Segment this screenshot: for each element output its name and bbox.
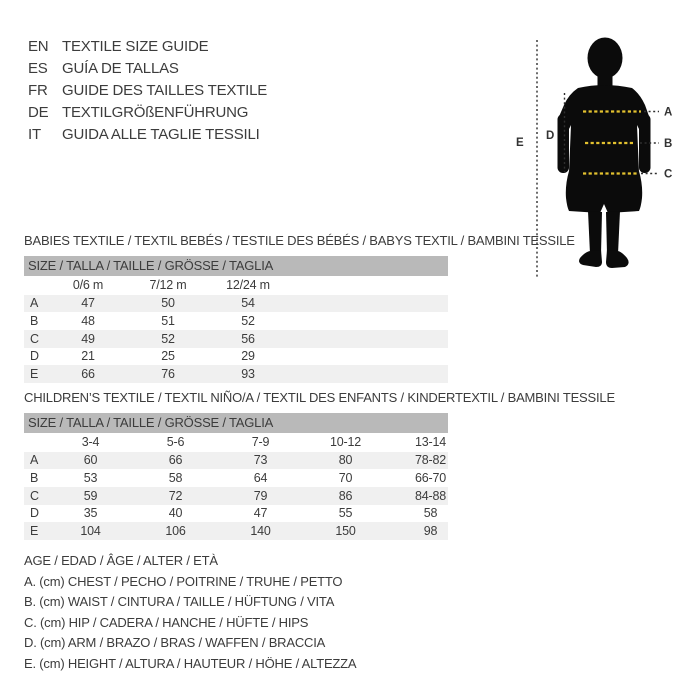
cell: 52 bbox=[161, 331, 175, 346]
size-column-label: 7-9 bbox=[251, 435, 270, 450]
cell: 93 bbox=[241, 367, 255, 382]
language-title: GUIDE DES TAILLES TEXTILE bbox=[62, 81, 268, 99]
table-row bbox=[24, 522, 448, 540]
row-label: E bbox=[30, 524, 39, 539]
babies-size-columns-row bbox=[24, 276, 448, 295]
cell: 64 bbox=[253, 471, 268, 486]
cell: 50 bbox=[161, 296, 175, 311]
cell: 79 bbox=[253, 488, 268, 503]
row-label: E bbox=[30, 367, 39, 382]
babies-section-title: BABIES TEXTILE / TEXTIL BEBÉS / TESTILE DES BÉBÉS / BABYS TEXTIL / BAMBINI TESSILE bbox=[24, 233, 575, 248]
cell: 66 bbox=[81, 367, 95, 382]
language-row-en bbox=[28, 36, 267, 58]
legend-item-hip: C. (cm) HIP / CADERA / HANCHE / HÜFTE / HIPS bbox=[24, 614, 309, 630]
figure-label-b: B bbox=[664, 138, 673, 150]
row-label: B bbox=[30, 314, 39, 329]
table-row bbox=[24, 469, 448, 487]
cell: 51 bbox=[161, 314, 175, 329]
table-row bbox=[24, 348, 448, 366]
legend-item-arm: D. (cm) ARM / BRAZO / BRAS / WAFFEN / BRACCIA bbox=[24, 635, 326, 651]
children-size-header-bar: SIZE / TALLA / TAILLE / GRÖSSE / TAGLIA bbox=[24, 413, 448, 433]
row-label: B bbox=[30, 471, 39, 486]
language-list bbox=[28, 36, 267, 145]
cell: 106 bbox=[165, 524, 186, 539]
cell: 25 bbox=[161, 349, 175, 364]
children-table bbox=[24, 413, 448, 540]
cell: 52 bbox=[241, 314, 255, 329]
language-code: ES bbox=[28, 60, 48, 78]
size-column-label: 0/6 m bbox=[72, 278, 104, 293]
size-column-label: 5-6 bbox=[166, 435, 185, 450]
row-label: A bbox=[30, 453, 39, 468]
cell: 47 bbox=[81, 296, 95, 311]
figure-label-c: C bbox=[664, 168, 673, 181]
cell: 84-88 bbox=[415, 488, 446, 503]
size-column-label: 3-4 bbox=[81, 435, 100, 450]
cell: 55 bbox=[338, 506, 353, 521]
language-row-it bbox=[28, 123, 267, 145]
cell: 140 bbox=[250, 524, 271, 539]
table-row bbox=[24, 505, 448, 523]
cell: 150 bbox=[335, 524, 356, 539]
cell: 56 bbox=[241, 331, 255, 346]
table-row bbox=[24, 487, 448, 505]
language-code: IT bbox=[28, 125, 41, 143]
babies-size-header-bar: SIZE / TALLA / TAILLE / GRÖSSE / TAGLIA bbox=[24, 256, 448, 276]
cell: 49 bbox=[81, 331, 95, 346]
table-row bbox=[24, 295, 448, 313]
size-column-label: 7/12 m bbox=[149, 278, 187, 293]
cell: 80 bbox=[338, 453, 353, 468]
cell: 21 bbox=[81, 349, 95, 364]
cell: 54 bbox=[241, 296, 255, 311]
cell: 40 bbox=[168, 506, 183, 521]
cell: 76 bbox=[161, 367, 175, 382]
language-code: DE bbox=[28, 103, 49, 121]
babies-table bbox=[24, 256, 448, 383]
language-title: GUIDA ALLE TAGLIE TESSILI bbox=[62, 125, 260, 143]
legend-item-chest: A. (cm) CHEST / PECHO / POITRINE / TRUHE / PETTO bbox=[24, 573, 343, 589]
cell: 29 bbox=[241, 349, 255, 364]
legend-item-waist: B. (cm) WAIST / CINTURA / TAILLE / HÜFTUNG / VITA bbox=[24, 594, 335, 610]
language-code: FR bbox=[28, 81, 48, 99]
cell: 58 bbox=[168, 471, 183, 486]
children-size-columns-row bbox=[24, 433, 448, 452]
language-title: TEXTILE SIZE GUIDE bbox=[62, 38, 209, 56]
figure-label-a: A bbox=[664, 106, 673, 119]
cell: 72 bbox=[168, 488, 183, 503]
children-section-title: CHILDREN’S TEXTILE / TEXTIL NIÑO/A / TEXTIL DES ENFANTS / KINDERTEXTIL / BAMBINI TESSILE bbox=[24, 390, 615, 405]
row-label: C bbox=[30, 331, 39, 346]
measurement-legend bbox=[24, 551, 356, 675]
language-row-es bbox=[28, 58, 267, 80]
language-row-fr bbox=[28, 80, 267, 102]
cell: 78-82 bbox=[415, 453, 446, 468]
language-row-de bbox=[28, 101, 267, 123]
cell: 58 bbox=[423, 506, 438, 521]
cell: 35 bbox=[83, 506, 98, 521]
figure-label-e: E bbox=[516, 137, 524, 149]
figure-label-d: D bbox=[546, 130, 555, 142]
cell: 48 bbox=[81, 314, 95, 329]
table-row bbox=[24, 452, 448, 470]
table-row bbox=[24, 365, 448, 383]
size-column-label: 10-12 bbox=[330, 435, 361, 450]
row-label: A bbox=[30, 296, 39, 311]
cell: 66-70 bbox=[415, 471, 446, 486]
size-column-label: 13-14 bbox=[415, 435, 446, 450]
row-label: C bbox=[30, 488, 39, 503]
cell: 59 bbox=[83, 488, 98, 503]
cell: 73 bbox=[253, 453, 268, 468]
table-row bbox=[24, 330, 448, 348]
size-column-label: 12/24 m bbox=[226, 278, 270, 293]
legend-age-line: AGE / EDAD / ÂGE / ALTER / ETÀ bbox=[24, 553, 218, 568]
language-title: GUÍA DE TALLAS bbox=[62, 60, 179, 78]
cell: 53 bbox=[83, 471, 98, 486]
cell: 86 bbox=[338, 488, 353, 503]
cell: 60 bbox=[83, 453, 98, 468]
language-code: EN bbox=[28, 38, 49, 56]
cell: 47 bbox=[253, 506, 268, 521]
table-row bbox=[24, 312, 448, 330]
cell: 66 bbox=[168, 453, 183, 468]
cell: 98 bbox=[423, 524, 438, 539]
language-title: TEXTILGRÖßENFÜHRUNG bbox=[62, 103, 249, 121]
row-label: D bbox=[30, 349, 39, 364]
legend-item-height: E. (cm) HEIGHT / ALTURA / HAUTEUR / HÖHE / ALTEZZA bbox=[24, 655, 357, 671]
cell: 104 bbox=[80, 524, 101, 539]
cell: 70 bbox=[338, 471, 353, 486]
row-label: D bbox=[30, 506, 39, 521]
